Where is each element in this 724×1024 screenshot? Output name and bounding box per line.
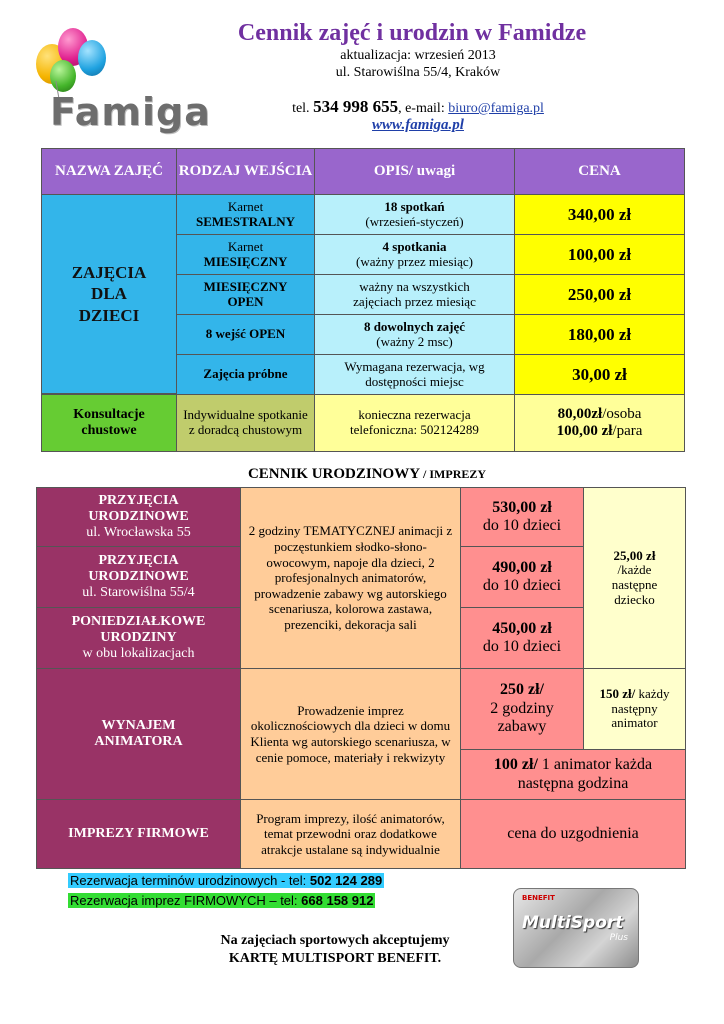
price-value: 150 zł/ bbox=[599, 686, 636, 701]
price-value: 25,00 zł bbox=[613, 547, 656, 563]
multisport-card-image bbox=[513, 888, 639, 968]
table-row-price: 180,00 zł bbox=[514, 314, 685, 355]
table-row-type bbox=[176, 354, 315, 395]
type-line: Karnet bbox=[227, 238, 264, 254]
desc-line: (ważny przez miesiąc) bbox=[356, 253, 473, 269]
table-row-desc bbox=[314, 354, 515, 395]
consult-type: Indywidualne spotkanie z doradcą chustowym bbox=[176, 394, 315, 452]
birthday-section-title bbox=[0, 466, 724, 483]
table-row-desc bbox=[314, 234, 515, 275]
type-line: MIESIĘCZNY OPEN bbox=[203, 278, 288, 309]
price-value: 250 zł/ bbox=[500, 681, 544, 699]
desc-line: (wrzesień-styczeń) bbox=[365, 213, 464, 229]
price-value: 100,00 zł bbox=[556, 423, 613, 439]
card-plus: Plus bbox=[609, 933, 628, 943]
table-row-price: 250,00 zł bbox=[514, 274, 685, 315]
party-place: w obu lokalizacjach bbox=[82, 645, 195, 661]
party-place: ul. Starowiślna 55/4 bbox=[82, 584, 195, 600]
consult-name: Konsultacje chustowe bbox=[41, 394, 177, 452]
price-note: do 10 dzieci bbox=[482, 577, 562, 594]
reservation-text: Rezerwacja imprez FIRMOWYCH – tel: bbox=[70, 893, 302, 908]
table-row-desc bbox=[314, 314, 515, 355]
animator-rental bbox=[36, 668, 241, 800]
party-description: 2 godziny TEMATYCZNEJ animacji z poczęstunkiem słodko-słono-owocowym, napoje dla dzieci, 2 profesjonalnych animatorów, prowadzenie zabawy wg autorskiego scenariusza, kolorowa zastawa, prezenciki, dekoracja sali bbox=[240, 487, 461, 669]
animator-price bbox=[460, 668, 584, 750]
party-wroclawska bbox=[36, 487, 241, 547]
price-note: 2 godziny zabawy bbox=[490, 699, 554, 736]
email-link[interactable]: biuro@famiga.pl bbox=[448, 101, 544, 116]
card-brand: BENEFIT bbox=[522, 894, 555, 902]
desc-line: 4 spotkania bbox=[382, 238, 447, 254]
consult-price-couple bbox=[557, 423, 643, 440]
type-line: SEMESTRALNY bbox=[196, 213, 295, 229]
update-date: aktualizacja: wrzesień 2013 bbox=[340, 48, 496, 63]
corporate-description: Program imprezy, ilość animatorów, temat przewodni oraz dodatkowe atrakcje ustalane są indywidualnie bbox=[240, 799, 461, 869]
animator-description: Prowadzenie imprez okolicznościowych dla dzieci w domu Klienta wg autorskiego scenariusza, w cenie pomoce, materiały i rekwizyty bbox=[240, 668, 461, 800]
price-note: /każde następne dziecko bbox=[611, 562, 658, 607]
table-row-desc bbox=[314, 194, 515, 235]
table-row-price: 30,00 zł bbox=[514, 354, 685, 395]
phone-number: 534 998 655 bbox=[313, 97, 399, 116]
party-price-starowislna bbox=[460, 546, 584, 608]
party-starowislna bbox=[36, 546, 241, 608]
reservation-phone[interactable]: 502 124 289 bbox=[309, 873, 383, 888]
table-row-type bbox=[176, 234, 315, 275]
desc-line: ważny na wszystkich zajęciach przez miesiąc bbox=[353, 278, 476, 309]
price-value: 490,00 zł bbox=[492, 558, 552, 576]
tel-label: tel. bbox=[292, 101, 310, 116]
website-link[interactable]: www.famiga.pl bbox=[372, 117, 464, 133]
price-unit: /osoba bbox=[602, 406, 642, 423]
consult-price-person bbox=[558, 406, 642, 423]
extra-child-price bbox=[583, 487, 686, 669]
price-note: każdy następny animator bbox=[611, 686, 670, 731]
party-title: PRZYJĘCIA URODZINOWE bbox=[88, 493, 189, 525]
desc-line: 8 dowolnych zajęć bbox=[363, 318, 466, 334]
section-title-main: CENNIK URODZINOWY bbox=[247, 466, 421, 482]
corporate-events bbox=[36, 799, 241, 869]
party-place: ul. Wrocławska 55 bbox=[86, 524, 191, 540]
logo-text: Famiga bbox=[50, 90, 211, 134]
header-price: CENA bbox=[514, 148, 685, 195]
consult-desc: konieczna rezerwacja telefoniczna: 502124289 bbox=[314, 394, 515, 452]
price-note: 1 animator każda następna godzina bbox=[517, 756, 653, 792]
birthday-reservation bbox=[68, 873, 384, 888]
page-title: Cennik zajęć i urodzin w Famidze bbox=[237, 20, 587, 46]
table-row-type bbox=[176, 314, 315, 355]
extra-animator-price bbox=[583, 668, 686, 750]
desc-line: 18 spotkań bbox=[384, 198, 445, 214]
header-type: RODZAJ WEJŚCIA bbox=[176, 148, 315, 195]
price-value: 100 zł/ bbox=[493, 756, 538, 774]
party-monday bbox=[36, 607, 241, 669]
consult-price bbox=[514, 394, 685, 452]
animator-hour-line bbox=[481, 756, 665, 793]
table-row-price: 100,00 zł bbox=[514, 234, 685, 275]
corporate-price: cena do uzgodnienia bbox=[460, 799, 686, 869]
desc-line: Wymagana rezerwacja, wg dostępności miejsc bbox=[344, 358, 485, 389]
price-note: do 10 dzieci bbox=[482, 517, 562, 534]
kids-classes-label: ZAJĘCIA DLA DZIECI bbox=[41, 194, 177, 394]
table-row-price: 340,00 zł bbox=[514, 194, 685, 235]
contact-line bbox=[0, 97, 724, 117]
type-line: MIESIĘCZNY bbox=[203, 253, 288, 269]
desc-line: (ważny 2 msc) bbox=[376, 333, 453, 349]
email-label: , e-mail: bbox=[398, 101, 445, 116]
address: ul. Starowiślna 55/4, Kraków bbox=[335, 65, 501, 80]
header-name: NAZWA ZAJĘĆ bbox=[41, 148, 177, 195]
animator-title: WYNAJEM ANIMATORA bbox=[94, 718, 183, 749]
corporate-title: IMPREZY FIRMOWE bbox=[68, 826, 209, 842]
type-line: Karnet bbox=[227, 198, 264, 214]
price-value: 80,00zł bbox=[557, 406, 603, 423]
party-title: PONIEDZIAŁKOWE URODZINY bbox=[71, 614, 206, 646]
type-line: 8 wejść OPEN bbox=[205, 326, 286, 342]
card-logo: MultiSport bbox=[522, 913, 624, 933]
party-title: PRZYJĘCIA URODZINOWE bbox=[88, 553, 189, 585]
price-value: 530,00 zł bbox=[492, 498, 552, 516]
animator-hour-price bbox=[460, 749, 686, 800]
header-desc: OPIS/ uwagi bbox=[314, 148, 515, 195]
multisport-accept-line1: Na zajęciach sportowych akceptujemy bbox=[220, 933, 450, 948]
table-row-type bbox=[176, 274, 315, 315]
type-line: Zajęcia próbne bbox=[203, 366, 288, 382]
reservation-text: Rezerwacja terminów urodzinowych - tel: bbox=[70, 873, 310, 888]
corporate-reservation bbox=[68, 893, 375, 908]
reservation-phone[interactable]: 668 158 912 bbox=[301, 893, 374, 908]
price-unit: /para bbox=[612, 423, 643, 439]
multisport-accept-line2: KARTĘ MULTISPORT BENEFIT. bbox=[228, 951, 442, 966]
table-row-desc bbox=[314, 274, 515, 315]
party-price-wroclawska bbox=[460, 487, 584, 547]
price-note: do 10 dzieci bbox=[482, 638, 562, 655]
table-row-type bbox=[176, 194, 315, 235]
party-price-monday bbox=[460, 607, 584, 669]
price-value: 450,00 zł bbox=[492, 619, 552, 637]
section-title-sub: / IMPREZY bbox=[420, 467, 487, 481]
